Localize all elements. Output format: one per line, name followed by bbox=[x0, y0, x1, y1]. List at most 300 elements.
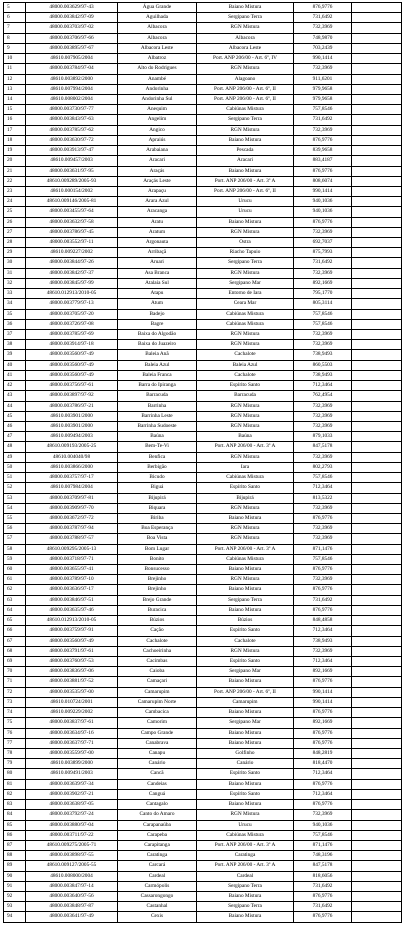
table-row bbox=[4, 64, 402, 74]
reference-cell: Sergipano Terra bbox=[197, 595, 294, 605]
price-cell: 808,6074 bbox=[294, 176, 352, 186]
process-number-cell: 48000.003789/97-10 bbox=[26, 575, 118, 585]
empty-cell bbox=[352, 912, 402, 922]
table-row bbox=[4, 800, 402, 810]
reference-cell: Canário bbox=[197, 759, 294, 769]
field-name-cell: Albacora bbox=[118, 33, 197, 43]
table-row bbox=[4, 360, 402, 370]
field-name-cell: Arapaçu bbox=[118, 186, 197, 196]
table-row bbox=[4, 789, 402, 799]
empty-cell bbox=[352, 595, 402, 605]
field-name-cell: Canguá bbox=[118, 789, 197, 799]
field-name-cell: Arara Azul bbox=[118, 197, 197, 207]
table-row bbox=[4, 238, 402, 248]
row-number-cell: 34 bbox=[4, 299, 26, 309]
row-number-cell: 74 bbox=[4, 708, 26, 718]
table-row bbox=[4, 176, 402, 186]
price-cell: 712,3464 bbox=[294, 657, 352, 667]
process-number-cell: 48610.003892/2000 bbox=[26, 74, 118, 84]
empty-cell bbox=[352, 769, 402, 779]
process-number-cell: 48000.003843/97-63 bbox=[26, 115, 118, 125]
table-row bbox=[4, 432, 402, 442]
price-cell: 732,3969 bbox=[294, 503, 352, 513]
row-number-cell: 52 bbox=[4, 483, 26, 493]
price-cell: 876,9776 bbox=[294, 708, 352, 718]
price-cell: 757,8546 bbox=[294, 319, 352, 329]
reference-cell: Port. ANP 206/00 - Art. 3º A bbox=[197, 442, 294, 452]
reference-cell: RGN Mistura bbox=[197, 23, 294, 33]
process-number-cell: 48610.007994/2004 bbox=[26, 84, 118, 94]
empty-cell bbox=[352, 759, 402, 769]
empty-cell bbox=[352, 43, 402, 53]
reference-cell: Alagoano bbox=[197, 74, 294, 84]
price-cell: 712,3464 bbox=[294, 789, 352, 799]
empty-cell bbox=[352, 708, 402, 718]
reference-cell: Camarupim bbox=[197, 697, 294, 707]
reference-cell: RGN Mistura bbox=[197, 503, 294, 513]
empty-cell bbox=[352, 33, 402, 43]
empty-cell bbox=[352, 667, 402, 677]
table-row bbox=[4, 268, 402, 278]
field-name-cell: Atum bbox=[118, 299, 197, 309]
field-name-cell: Cacimbas bbox=[118, 657, 197, 667]
table-row bbox=[4, 524, 402, 534]
reference-cell: Baiano Mistura bbox=[197, 135, 294, 145]
table-row bbox=[4, 738, 402, 748]
field-name-cell: Asa Branca bbox=[118, 268, 197, 278]
empty-cell bbox=[352, 197, 402, 207]
table-row bbox=[4, 217, 402, 227]
empty-cell bbox=[352, 248, 402, 258]
empty-cell bbox=[352, 861, 402, 871]
field-name-cell: Camorim bbox=[118, 718, 197, 728]
reference-cell: Espírito Santo bbox=[197, 789, 294, 799]
reference-cell: Sergipano Terra bbox=[197, 902, 294, 912]
empty-cell bbox=[352, 350, 402, 360]
price-cell: 732,3969 bbox=[294, 340, 352, 350]
reference-cell: Port. ANP 206/00 - Art. 6º, II bbox=[197, 94, 294, 104]
empty-cell bbox=[352, 646, 402, 656]
field-name-cell: Albacora bbox=[118, 23, 197, 33]
reference-cell: RGN Mistura bbox=[197, 125, 294, 135]
empty-cell bbox=[352, 626, 402, 636]
table-row bbox=[4, 248, 402, 258]
price-cell: 876,9776 bbox=[294, 779, 352, 789]
price-cell: 757,8546 bbox=[294, 309, 352, 319]
empty-cell bbox=[352, 779, 402, 789]
process-number-cell: 48000.003791/97-61 bbox=[26, 646, 118, 656]
price-cell: 732,3969 bbox=[294, 411, 352, 421]
process-number-cell: 48000.003703/97-02 bbox=[26, 23, 118, 33]
field-name-cell: Atapu bbox=[118, 289, 197, 299]
empty-cell bbox=[352, 605, 402, 615]
field-name-cell: Barrinha bbox=[118, 401, 197, 411]
price-cell: 940,1036 bbox=[294, 197, 352, 207]
row-number-cell: 47 bbox=[4, 432, 26, 442]
row-number-cell: 58 bbox=[4, 544, 26, 554]
process-number-cell: 48610.009275/2005-71 bbox=[26, 840, 118, 850]
row-number-cell: 46 bbox=[4, 421, 26, 431]
process-number-cell: 48610.009146/2005-81 bbox=[26, 197, 118, 207]
field-name-cell: Canto do Amaro bbox=[118, 810, 197, 820]
empty-cell bbox=[352, 94, 402, 104]
empty-cell bbox=[352, 871, 402, 881]
row-number-cell: 86 bbox=[4, 830, 26, 840]
table-row bbox=[4, 227, 402, 237]
table-row bbox=[4, 299, 402, 309]
price-cell: 876,9776 bbox=[294, 677, 352, 687]
field-name-cell: Cexis bbox=[118, 912, 197, 922]
reference-cell: Cabiúnas Mistura bbox=[197, 554, 294, 564]
process-number-cell: 48000.003846/97-51 bbox=[26, 595, 118, 605]
process-number-cell: 48000.003705/97-20 bbox=[26, 309, 118, 319]
price-cell: 892,1669 bbox=[294, 667, 352, 677]
row-number-cell: 70 bbox=[4, 667, 26, 677]
reference-cell: Cabiúnas Mistura bbox=[197, 473, 294, 483]
price-cell: 847,5178 bbox=[294, 442, 352, 452]
field-name-cell: Boa Esperança bbox=[118, 524, 197, 534]
row-number-cell: 66 bbox=[4, 626, 26, 636]
reference-cell: Sergipano Terra bbox=[197, 258, 294, 268]
price-cell: 911,6201 bbox=[294, 74, 352, 84]
field-name-cell: Argonauta bbox=[118, 238, 197, 248]
row-number-cell: 84 bbox=[4, 810, 26, 820]
reference-cell: Baleia Azul bbox=[197, 360, 294, 370]
price-cell: 732,3969 bbox=[294, 23, 352, 33]
empty-cell bbox=[352, 381, 402, 391]
row-number-cell: 89 bbox=[4, 861, 26, 871]
reference-cell: Baiano Mistura bbox=[197, 738, 294, 748]
row-number-cell: 10 bbox=[4, 54, 26, 64]
field-name-cell: Anambé bbox=[118, 74, 197, 84]
row-number-cell: 55 bbox=[4, 513, 26, 523]
reference-cell: RGN Mistura bbox=[197, 268, 294, 278]
process-number-cell: 48000.003535/97-00 bbox=[26, 687, 118, 697]
table-row bbox=[4, 595, 402, 605]
table-row bbox=[4, 340, 402, 350]
price-cell: 940,1036 bbox=[294, 820, 352, 830]
field-name-cell: Aracari bbox=[118, 156, 197, 166]
reference-cell: Urucu bbox=[197, 197, 294, 207]
empty-cell bbox=[352, 278, 402, 288]
field-name-cell: Baixa do Juazeiro bbox=[118, 340, 197, 350]
row-number-cell: 78 bbox=[4, 748, 26, 758]
field-name-cell: Bicudo bbox=[118, 473, 197, 483]
empty-cell bbox=[352, 442, 402, 452]
reference-cell: Cabiúnas Mistura bbox=[197, 309, 294, 319]
empty-cell bbox=[352, 483, 402, 493]
row-number-cell: 31 bbox=[4, 268, 26, 278]
empty-cell bbox=[352, 718, 402, 728]
process-number-cell: 48000.003842/97-37 bbox=[26, 268, 118, 278]
table-row bbox=[4, 718, 402, 728]
empty-cell bbox=[352, 462, 402, 472]
field-name-cell: Anequim bbox=[118, 105, 197, 115]
price-cell: 748,9870 bbox=[294, 33, 352, 43]
field-name-cell: Biguá bbox=[118, 483, 197, 493]
process-number-cell: 48000.003634/97-16 bbox=[26, 728, 118, 738]
field-name-cell: Carcará bbox=[118, 861, 197, 871]
price-cell: 876,9776 bbox=[294, 892, 352, 902]
price-cell: 871,1476 bbox=[294, 544, 352, 554]
row-number-cell: 22 bbox=[4, 176, 26, 186]
process-number-cell: 48610.008000/2004 bbox=[26, 871, 118, 881]
price-cell: 876,9776 bbox=[294, 166, 352, 176]
table-row bbox=[4, 646, 402, 656]
field-name-cell: Aratu bbox=[118, 217, 197, 227]
row-number-cell: 48 bbox=[4, 442, 26, 452]
process-number-cell: 48000.003560/97-49 bbox=[26, 360, 118, 370]
price-cell: 732,3969 bbox=[294, 534, 352, 544]
reference-cell: RGN Mistura bbox=[197, 524, 294, 534]
table-row bbox=[4, 483, 402, 493]
empty-cell bbox=[352, 340, 402, 350]
row-number-cell: 54 bbox=[4, 503, 26, 513]
price-cell: 732,3969 bbox=[294, 575, 352, 585]
empty-cell bbox=[352, 902, 402, 912]
table-row bbox=[4, 636, 402, 646]
price-cell: 732,3969 bbox=[294, 452, 352, 462]
price-cell: 940,1036 bbox=[294, 207, 352, 217]
price-cell: 732,3969 bbox=[294, 125, 352, 135]
process-number-cell: 48000.003898/97-55 bbox=[26, 851, 118, 861]
table-row bbox=[4, 411, 402, 421]
field-name-cell: Carmópolis bbox=[118, 881, 197, 891]
process-number-cell: 48000.003639/97-34 bbox=[26, 779, 118, 789]
table-row bbox=[4, 881, 402, 891]
reference-cell: Baiano Mistura bbox=[197, 605, 294, 615]
field-name-cell: Carapitanga bbox=[118, 840, 197, 850]
price-cell: 802,2793 bbox=[294, 462, 352, 472]
process-number-cell: 48000.003836/97-06 bbox=[26, 667, 118, 677]
price-cell: 979,9658 bbox=[294, 94, 352, 104]
field-name-cell: Bonsucesso bbox=[118, 565, 197, 575]
process-number-cell: 48000.003629/97-43 bbox=[26, 3, 118, 13]
reference-cell: Bijupirá bbox=[197, 493, 294, 503]
process-number-cell: 48000.003559/97-00 bbox=[26, 748, 118, 758]
row-number-cell: 33 bbox=[4, 289, 26, 299]
empty-cell bbox=[352, 524, 402, 534]
table-row bbox=[4, 851, 402, 861]
field-name-cell: Baleia Franca bbox=[118, 370, 197, 380]
reference-cell: Ostra bbox=[197, 238, 294, 248]
row-number-cell: 14 bbox=[4, 94, 26, 104]
row-number-cell: 82 bbox=[4, 789, 26, 799]
field-name-cell: Araçás bbox=[118, 166, 197, 176]
empty-cell bbox=[352, 319, 402, 329]
table-row bbox=[4, 33, 402, 43]
process-number-cell: 48000.003632/97-58 bbox=[26, 217, 118, 227]
table-row bbox=[4, 769, 402, 779]
empty-cell bbox=[352, 432, 402, 442]
row-number-cell: 17 bbox=[4, 125, 26, 135]
empty-cell bbox=[352, 575, 402, 585]
reference-cell: Pescada bbox=[197, 146, 294, 156]
empty-cell bbox=[352, 115, 402, 125]
price-cell: 731,6492 bbox=[294, 13, 352, 23]
table-row bbox=[4, 585, 402, 595]
reference-cell: Baiano Mistura bbox=[197, 513, 294, 523]
row-number-cell: 9 bbox=[4, 43, 26, 53]
table-row bbox=[4, 503, 402, 513]
process-number-cell: 48000.003706/97-66 bbox=[26, 33, 118, 43]
table-row bbox=[4, 258, 402, 268]
reference-cell: Aracari bbox=[197, 156, 294, 166]
reference-cell: Baiano Mistura bbox=[197, 166, 294, 176]
process-number-cell: 48000.003635/97-46 bbox=[26, 605, 118, 615]
row-number-cell: 18 bbox=[4, 135, 26, 145]
price-cell: 876,9776 bbox=[294, 738, 352, 748]
field-name-cell: Búzios bbox=[118, 616, 197, 626]
field-name-cell: Aguilhada bbox=[118, 13, 197, 23]
row-number-cell: 69 bbox=[4, 657, 26, 667]
table-row bbox=[4, 370, 402, 380]
field-name-cell: Caratinga bbox=[118, 851, 197, 861]
empty-cell bbox=[352, 892, 402, 902]
field-name-cell: Badejo bbox=[118, 309, 197, 319]
empty-cell bbox=[352, 697, 402, 707]
empty-cell bbox=[352, 391, 402, 401]
reference-cell: RGN Mistura bbox=[197, 452, 294, 462]
price-cell: 892,1669 bbox=[294, 718, 352, 728]
process-number-cell: 48610.009289/2005-93 bbox=[26, 176, 118, 186]
field-name-cell: Bem-Te-Vi bbox=[118, 442, 197, 452]
empty-cell bbox=[352, 227, 402, 237]
field-name-cell: Alto do Rodrigues bbox=[118, 64, 197, 74]
empty-cell bbox=[352, 411, 402, 421]
reference-cell: Baiano Mistura bbox=[197, 800, 294, 810]
empty-cell bbox=[352, 851, 402, 861]
field-name-cell: Caioba bbox=[118, 667, 197, 677]
price-cell: 839,9658 bbox=[294, 146, 352, 156]
process-number-cell: 48610.007905/2004 bbox=[26, 54, 118, 64]
reference-cell: RGN Mistura bbox=[197, 575, 294, 585]
empty-cell bbox=[352, 176, 402, 186]
price-table-body bbox=[4, 3, 402, 923]
reference-cell: RGN Mistura bbox=[197, 411, 294, 421]
empty-cell bbox=[352, 748, 402, 758]
price-cell: 712,3464 bbox=[294, 769, 352, 779]
table-row bbox=[4, 473, 402, 483]
process-number-cell: 48000.003842/97-09 bbox=[26, 13, 118, 23]
field-name-cell: Canapu bbox=[118, 748, 197, 758]
reference-cell: Baiano Mistura bbox=[197, 728, 294, 738]
field-name-cell: Brejinho bbox=[118, 575, 197, 585]
empty-cell bbox=[352, 370, 402, 380]
price-cell: 757,8546 bbox=[294, 830, 352, 840]
row-number-cell: 29 bbox=[4, 248, 26, 258]
field-name-cell: Aruari bbox=[118, 258, 197, 268]
table-row bbox=[4, 626, 402, 636]
process-number-cell: 48000.003672/97-72 bbox=[26, 513, 118, 523]
price-cell: 876,9776 bbox=[294, 728, 352, 738]
process-number-cell: 48000.003837/97-61 bbox=[26, 718, 118, 728]
reference-cell: Espírito Santo bbox=[197, 626, 294, 636]
price-cell: 732,3969 bbox=[294, 421, 352, 431]
price-cell: 732,3969 bbox=[294, 646, 352, 656]
row-number-cell: 91 bbox=[4, 881, 26, 891]
field-name-cell: Andorinha Sul bbox=[118, 94, 197, 104]
price-cell: 990,1414 bbox=[294, 54, 352, 64]
reference-cell: Port. ANP 206/00 - Art. 6º, II bbox=[197, 186, 294, 196]
field-name-cell: Arribaçã bbox=[118, 248, 197, 258]
reference-cell: Sergipano Terra bbox=[197, 115, 294, 125]
row-number-cell: 56 bbox=[4, 524, 26, 534]
reference-cell: Urucu bbox=[197, 207, 294, 217]
table-row bbox=[4, 493, 402, 503]
price-cell: 732,3969 bbox=[294, 524, 352, 534]
price-cell: 731,6492 bbox=[294, 115, 352, 125]
empty-cell bbox=[352, 3, 402, 13]
empty-cell bbox=[352, 452, 402, 462]
row-number-cell: 90 bbox=[4, 871, 26, 881]
process-number-cell: 48000.003455/97-64 bbox=[26, 207, 118, 217]
row-number-cell: 92 bbox=[4, 892, 26, 902]
empty-cell bbox=[352, 728, 402, 738]
reference-cell: Sergipano Mar bbox=[197, 278, 294, 288]
row-number-cell: 72 bbox=[4, 687, 26, 697]
price-cell: 712,3464 bbox=[294, 626, 352, 636]
reference-cell: Baiano Mistura bbox=[197, 677, 294, 687]
empty-cell bbox=[352, 289, 402, 299]
row-number-cell: 5 bbox=[4, 3, 26, 13]
process-number-cell: 48000.003631/97-95 bbox=[26, 166, 118, 176]
empty-cell bbox=[352, 554, 402, 564]
table-row bbox=[4, 74, 402, 84]
process-number-cell: 48000.003895/97-67 bbox=[26, 43, 118, 53]
field-name-cell: Brejinho bbox=[118, 585, 197, 595]
table-row bbox=[4, 13, 402, 23]
process-number-cell: 48610.009127/2005-55 bbox=[26, 861, 118, 871]
empty-cell bbox=[352, 503, 402, 513]
reference-cell: Port. ANP 206/00 - Art. 3º A bbox=[197, 840, 294, 850]
row-number-cell: 24 bbox=[4, 197, 26, 207]
row-number-cell: 11 bbox=[4, 64, 26, 74]
process-number-cell: 48610.008002/2004 bbox=[26, 94, 118, 104]
field-name-cell: Barrinha Sudoeste bbox=[118, 421, 197, 431]
price-cell: 875,7993 bbox=[294, 248, 352, 258]
price-cell: 990,1414 bbox=[294, 697, 352, 707]
row-number-cell: 15 bbox=[4, 105, 26, 115]
reference-cell: RGN Mistura bbox=[197, 534, 294, 544]
empty-cell bbox=[352, 820, 402, 830]
field-name-cell: Água Grande bbox=[118, 3, 197, 13]
row-number-cell: 79 bbox=[4, 759, 26, 769]
row-number-cell: 38 bbox=[4, 340, 26, 350]
table-row bbox=[4, 840, 402, 850]
price-cell: 762,4954 bbox=[294, 391, 352, 401]
table-row bbox=[4, 708, 402, 718]
process-number-cell: 48610.004040/98 bbox=[26, 452, 118, 462]
row-number-cell: 73 bbox=[4, 697, 26, 707]
price-cell: 712,3464 bbox=[294, 483, 352, 493]
table-row bbox=[4, 605, 402, 615]
price-cell: 813,5322 bbox=[294, 493, 352, 503]
table-row bbox=[4, 23, 402, 33]
price-cell: 876,9776 bbox=[294, 3, 352, 13]
process-number-cell: 48610.009227/2002 bbox=[26, 248, 118, 258]
process-number-cell: 48000.003636/97-17 bbox=[26, 585, 118, 595]
empty-cell bbox=[352, 156, 402, 166]
table-row bbox=[4, 125, 402, 135]
reference-cell: RGN Mistura bbox=[197, 646, 294, 656]
process-number-cell: 48000.003630/97-72 bbox=[26, 135, 118, 145]
field-name-cell: Cação bbox=[118, 626, 197, 636]
field-name-cell: Bijupirá bbox=[118, 493, 197, 503]
table-row bbox=[4, 156, 402, 166]
row-number-cell: 13 bbox=[4, 84, 26, 94]
process-number-cell: 48610.009295/2005-13 bbox=[26, 544, 118, 554]
